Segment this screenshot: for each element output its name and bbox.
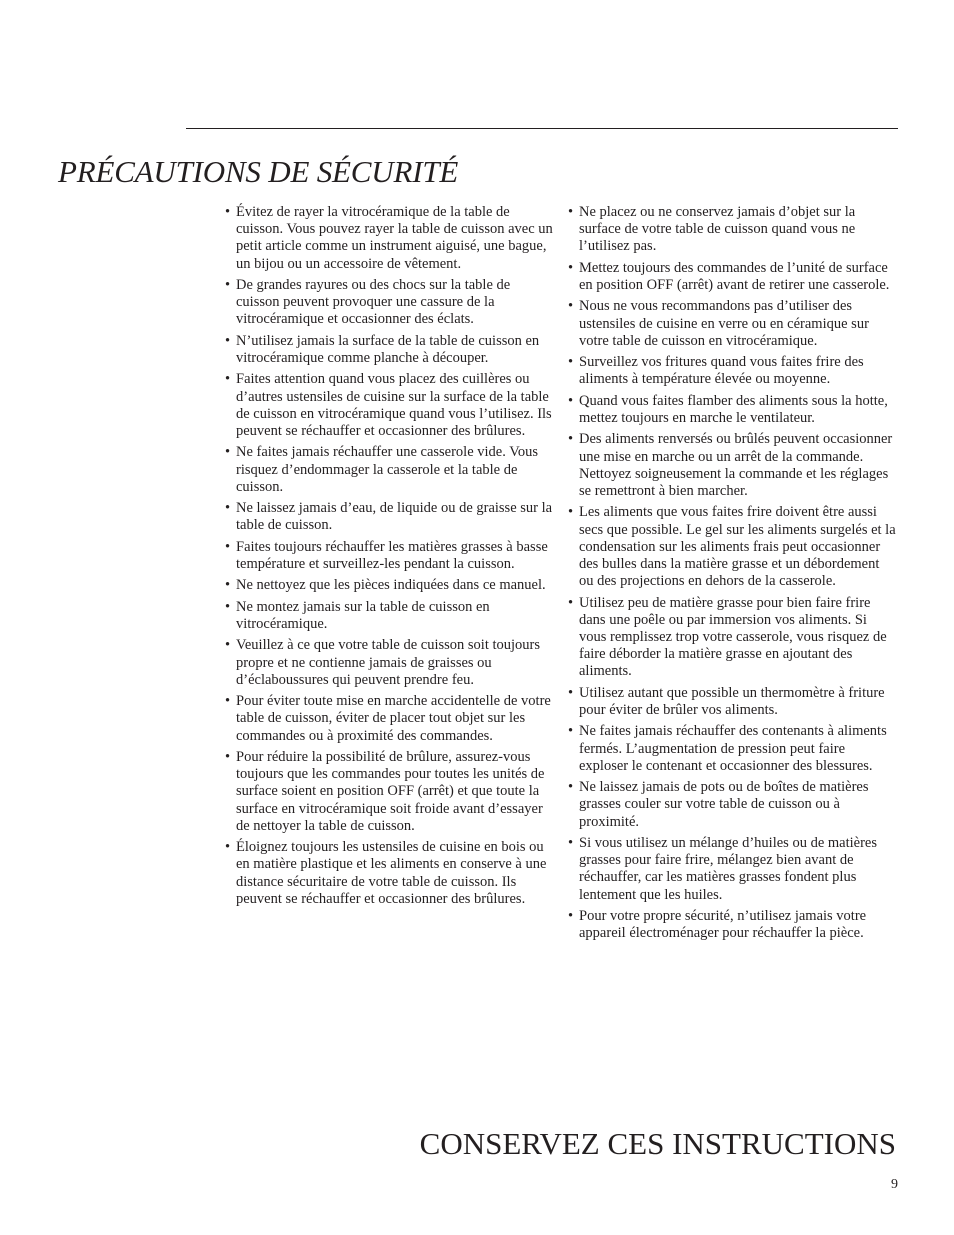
list-item-text: Ne faites jamais réchauffer une casserole vide. Vous risquez d’endommager la casserole et la table de cuisson. <box>236 444 538 495</box>
bullet: • <box>225 371 231 388</box>
list-item <box>225 204 553 273</box>
list-item-text: Veuillez à ce que votre table de cuisson soit toujours propre et ne contienne jamais de graisses ou d’éclaboussures qui peuvent prendre feu. <box>236 637 541 688</box>
list-item <box>225 500 553 534</box>
list-item <box>568 685 896 719</box>
list-item-text: Ne laissez jamais de pots ou de boîtes de matières grasses couler sur votre table de cuisson ou à proximité. <box>579 779 869 830</box>
bullet: • <box>568 392 574 409</box>
list-item-text: Les aliments que vous faites frire doivent être aussi secs que possible. Le gel sur les aliments surgelés et la condensation sur les aliments frais peut occasionner des bulles dans la matière grasse et un débordement ou des projections en dehors de la casserole. <box>579 504 896 590</box>
list-item-text: Ne placez ou ne conservez jamais d’objet sur la surface de votre table de cuisson quand vous ne l’utilisez pas. <box>579 204 856 255</box>
list-item-text: Si vous utilisez un mélange d’huiles ou de matières grasses pour faire frire, mélangez bien avant de réchauffer, car les matières grasses fondent plus lentement que les huiles. <box>579 834 877 903</box>
page-number: 9 <box>891 1177 898 1192</box>
list-item <box>225 839 553 908</box>
list-item-text: N’utilisez jamais la surface de la table de cuisson en vitrocéramique comme planche à découper. <box>236 332 540 366</box>
bullet: • <box>568 259 574 276</box>
list-item-text: Ne laissez jamais d’eau, de liquide ou de graisse sur la table de cuisson. <box>236 500 553 534</box>
bullet: • <box>225 538 231 555</box>
list-item <box>568 204 896 256</box>
bullet: • <box>568 723 574 740</box>
bullet: • <box>568 684 574 701</box>
list-item <box>568 779 896 831</box>
list-item <box>225 539 553 573</box>
bullet: • <box>225 204 231 220</box>
bullet: • <box>225 839 231 856</box>
page-title: PRÉCAUTIONS DE SÉCURITÉ <box>58 154 459 189</box>
list-item-text: Éloignez toujours les ustensiles de cuisine en bois ou en matière plastique et les aliments en conserve à une distance sécuritaire de votre table de cuisson. Ils peuvent se réchauffer et occasionner des brûlures. <box>236 839 547 907</box>
list-item-text: Faites toujours réchauffer les matières grasses à basse température et surveillez-les pendant la cuisson. <box>236 538 548 572</box>
top-rule <box>186 128 898 129</box>
list-item-text: Surveillez vos fritures quand vous faites frire des aliments à température élevée ou moyenne. <box>579 354 864 388</box>
list-item <box>568 504 896 590</box>
list-item <box>225 333 553 367</box>
list-item-text: Quand vous faites flamber des aliments sous la hotte, mettez toujours en marche le ventilateur. <box>579 392 888 426</box>
bullet: • <box>568 594 574 611</box>
list-item-text: Mettez toujours des commandes de l’unité de surface en position OFF (arrêt) avant de retirer une casserole. <box>579 259 890 293</box>
bullet: • <box>225 598 231 615</box>
list-item-text: Ne montez jamais sur la table de cuisson en vitrocéramique. <box>236 598 490 632</box>
list-item-text: Utilisez autant que possible un thermomètre à friture pour éviter de brûler vos aliments. <box>579 684 885 718</box>
list-item <box>568 260 896 294</box>
list-item <box>568 393 896 427</box>
list-item-text: De grandes rayures ou des chocs sur la table de cuisson peuvent provoquer une cassure de la vitrocéramique et occasionner des éclats. <box>236 277 511 328</box>
list-item <box>568 835 896 904</box>
list-item <box>568 908 896 942</box>
bullet: • <box>225 332 231 349</box>
safety-list-right <box>568 204 896 947</box>
bullet: • <box>225 748 231 765</box>
list-item-text: Ne nettoyez que les pièces indiquées dans ce manuel. <box>236 577 546 594</box>
list-item <box>568 595 896 681</box>
bullet: • <box>225 577 231 594</box>
bullet: • <box>568 431 574 448</box>
list-item-text: Pour éviter toute mise en marche accidentelle de votre table de cuisson, éviter de placer tout objet sur les commandes ou à proximité des commandes. <box>236 693 551 744</box>
list-item-text: Ne faites jamais réchauffer des contenants à aliments fermés. L’augmentation de pression peut faire exploser le contenant et occasionner des blessures. <box>579 723 887 774</box>
bullet: • <box>225 500 231 517</box>
list-item-text: Faites attention quand vous placez des cuillères ou d’autres ustensiles de cuisine sur la surface de la table de cuisson en vitrocéramique quand vous l’utilisez. Ils peuvent se réchauffer et occasionner des brûlures. <box>236 371 552 439</box>
bullet: • <box>225 637 231 654</box>
list-item <box>225 599 553 633</box>
list-item-text: Pour réduire la possibilité de brûlure, assurez-vous toujours que les commandes pour toutes les unités de surface soient en position OFF (arrêt) et que toute la surface en vitrocéramique soit froide avant d’essayer de nettoyer la table de cuisson. <box>236 748 545 834</box>
list-item <box>225 637 553 689</box>
list-item <box>225 371 553 440</box>
list-item <box>225 444 553 496</box>
list-item-text: Pour votre propre sécurité, n’utilisez jamais votre appareil électroménager pour réchauffer la pièce. <box>579 907 867 942</box>
bullet: • <box>568 834 574 851</box>
list-item <box>225 749 553 835</box>
list-item <box>225 277 553 329</box>
list-item-text: Utilisez peu de matière grasse pour bien faire frire dans une poêle ou par immersion vos aliments. Si vous remplissez trop votre casserole, vous risquez de faire déborder la matière grasse en ajoutant des aliments. <box>579 594 887 680</box>
bullet: • <box>568 779 574 796</box>
bullet: • <box>568 907 574 924</box>
bullet: • <box>225 444 231 461</box>
bullet: • <box>568 204 574 220</box>
list-item-text: Des aliments renversés ou brûlés peuvent occasionner une mise en marche ou un arrêt de la commande. Nettoyez soigneusement la commande et les réglages se remettront à bien marcher. <box>579 431 893 499</box>
list-item <box>225 693 553 745</box>
footer-title: CONSERVEZ CES INSTRUCTIONS <box>419 1126 896 1161</box>
bullet: • <box>568 298 574 315</box>
safety-list-left <box>225 204 553 912</box>
list-item <box>568 298 896 350</box>
list-item <box>568 431 896 500</box>
list-item-text: Nous ne vous recommandons pas d’utiliser des ustensiles de cuisine en verre ou en céramique sur votre table de cuisson en vitrocéramique. <box>579 298 869 349</box>
bullet: • <box>568 354 574 371</box>
bullet: • <box>225 693 231 710</box>
bullet: • <box>225 277 231 293</box>
list-item <box>568 723 896 775</box>
bullet: • <box>568 504 574 521</box>
list-item <box>225 577 553 594</box>
list-item <box>568 354 896 388</box>
list-item-text: Évitez de rayer la vitrocéramique de la table de cuisson. Vous pouvez rayer la table de cuisson avec un petit article comme un instrument aiguisé, une bague, un bijou ou un accessoire de vêtement. <box>236 204 553 272</box>
